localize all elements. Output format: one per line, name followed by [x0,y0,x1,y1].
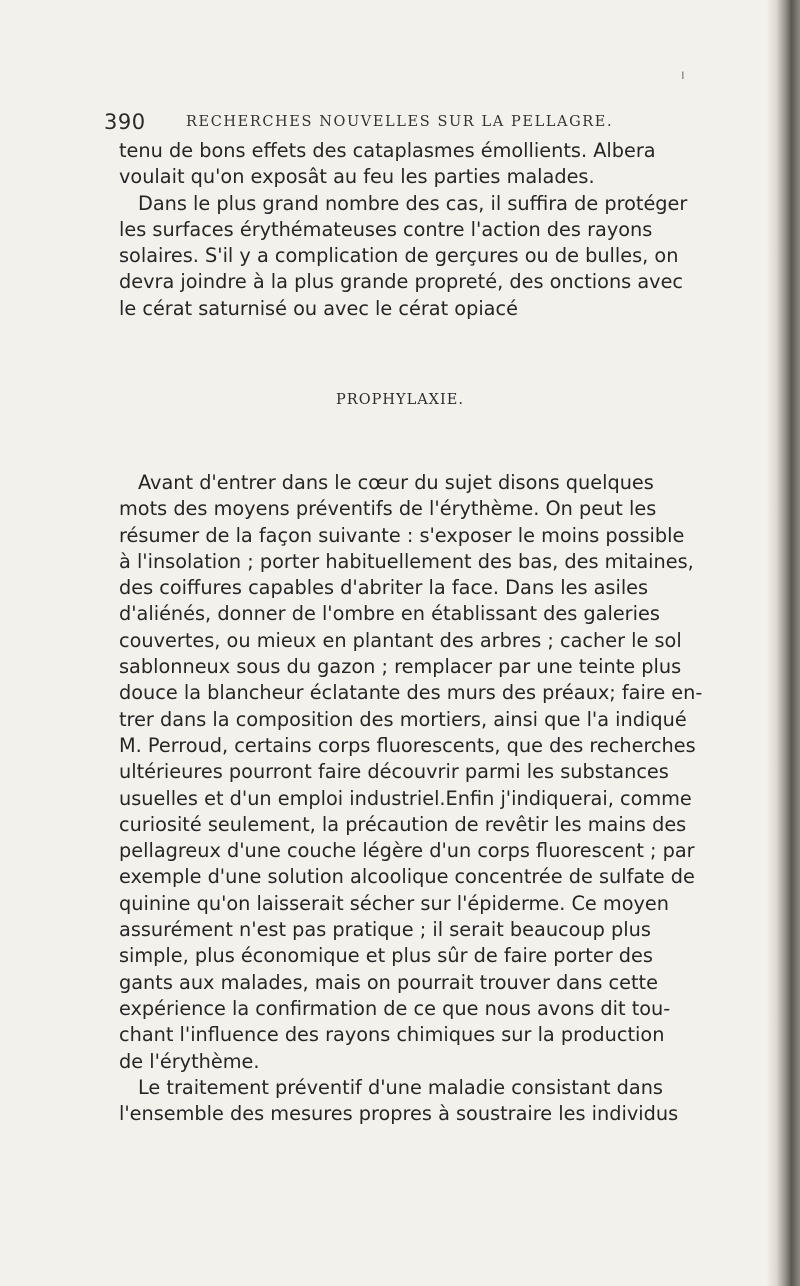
text-line: trer dans la composition des mortiers, ainsi que l'a indiqué [119,707,687,731]
text-line: mots des moyens préventifs de l'érythème. On peut les [119,497,657,521]
text-line: gants aux malades, mais on pourrait trouver dans cette [119,970,658,994]
text-line: sablonneux sous du gazon ; remplacer par une teinte plus [119,655,682,679]
text-line: Dans le plus grand nombre des cas, il suffira de protéger [138,191,688,215]
text-line: des coiffures capables d'abriter la face. Dans les asiles [119,576,649,600]
text-line: chant l'influence des rayons chimiques sur la production [119,1023,665,1047]
text-line: Avant d'entrer dans le cœur du sujet disons quelques [138,471,654,494]
section-heading: PROPHYLAXIE. [336,392,464,408]
margin-mark: ı [681,68,685,83]
running-head-title: RECHERCHES NOUVELLES SUR LA PELLAGRE. [186,114,614,130]
text-line: d'aliénés, donner de l'ombre en établissant des galeries [119,602,660,626]
text-line: douce la blancheur éclatante des murs des préaux; faire en- [119,681,703,705]
text-line: expérience la confirmation de ce que nous avons dit tou- [119,996,671,1020]
text-line: l'ensemble des mesures propres à soustraire les individus [119,1102,679,1126]
text-line: ultérieures pourront faire découvrir parmi les substances [119,760,669,784]
text-line: à l'insolation ; porter habituellement des bas, des mitaines, [119,549,694,573]
text-line: résumer de la façon suivante : s'exposer le moins possible [119,523,685,547]
text-line: quinine qu'on laisserait sécher sur l'épiderme. Ce moyen [119,891,669,915]
text-line: usuelles et d'un emploi industriel.Enfin j'indiquerai, comme [119,786,692,810]
text-line: voulait qu'on exposât au feu les parties malades. [119,165,595,189]
running-head [104,108,664,138]
text-line: exemple d'une solution alcoolique concentrée de sulfate de [119,865,695,889]
text-line: assurément n'est pas pratique ; il serait beaucoup plus [119,918,651,942]
text-line: couvertes, ou mieux en plantant des arbres ; cacher le sol [119,628,682,652]
text-line: M. Perroud, certains corps fluorescents, que des recherches [119,733,696,757]
text-line: les surfaces érythémateuses contre l'action des rayons [119,217,653,241]
text-line: le cérat saturnisé ou avec le cérat opiacé [119,296,518,320]
text-line: devra joindre à la plus grande propreté, des onctions avec [119,270,684,294]
text-line: simple, plus économique et plus sûr de faire porter des [119,944,653,968]
text-line: Le traitement préventif d'une maladie consistant dans [138,1075,663,1099]
text-line: de l'érythème. [119,1049,260,1073]
text-line: solaires. S'il y a complication de gerçures ou de bulles, on [119,244,679,268]
paragraph-1 [119,138,787,322]
text-line: curiosité seulement, la précaution de revêtir les mains des [119,812,687,836]
text-line: pellagreux d'une couche légère d'un corps fluorescent ; par [119,839,695,863]
text-line: tenu de bons effets des cataplasmes émollients. Albera [119,139,656,162]
page-number: 390 [104,110,146,134]
paragraph-2 [119,470,787,1127]
